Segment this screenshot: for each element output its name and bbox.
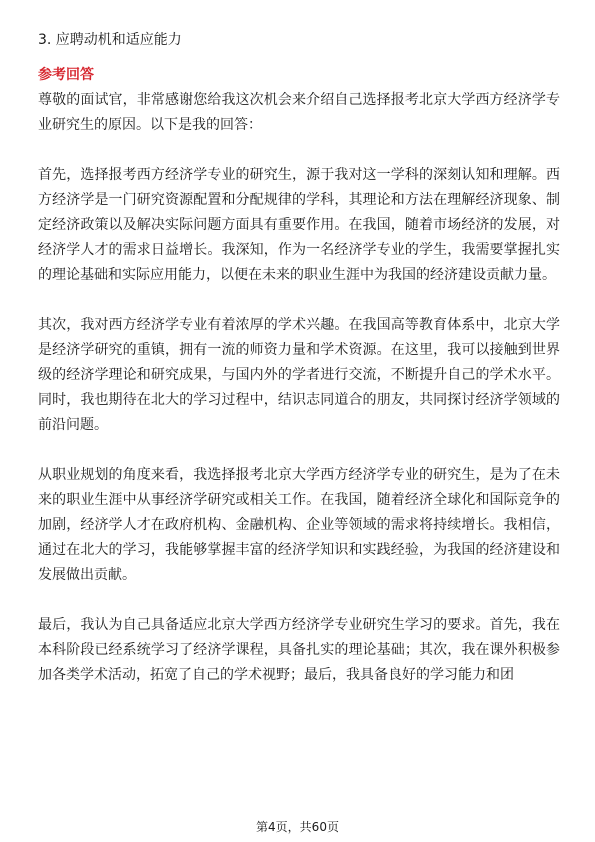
paragraph-intro: 尊敬的面试官，非常感谢您给我这次机会来介绍自己选择报考北京大学西方经济学专业研究生的原因。以下是我的回答：: [38, 92, 560, 133]
page-footer: 第4页，共60页: [256, 820, 339, 834]
paragraph-first: 首先，选择报考西方经济学专业的研究生，源于我对这一学科的深刻认知和理解。西方经济学是一门研究资源配置和分配规律的学科，其理论和方法在理解经济现象、制定经济政策以及解决实际问题方面具有重要作用。在我国，随着市场经济的发展，对经济学人才的需求日益增长。我深知，作为一名经济学专业的学生，我需要掌握扎实的理论基础和实际应用能力，以便在未来的职业生涯中为我国的经济建设贡献力量。: [38, 167, 560, 283]
section-heading: 3. 应聘动机和适应能力: [38, 32, 182, 48]
document-body: [38, 28, 560, 688]
paragraph-second: 其次，我对西方经济学专业有着浓厚的学术兴趣。在我国高等教育体系中，北京大学是经济学研究的重镇，拥有一流的师资力量和学术资源。在这里，我可以接触到世界级的经济学理论和研究成果，与国内外的学者进行交流，不断提升自己的学术水平。同时，我也期待在北大的学习过程中，结识志同道合的朋友，共同探讨经济学领域的前沿问题。: [38, 317, 560, 433]
paragraph-last: 最后，我认为自己具备适应北京大学西方经济学专业研究生学习的要求。首先，我在本科阶段已经系统学习了经济学课程，具备扎实的理论基础；其次，我在课外积极参加各类学术活动，拓宽了自己的学术视野；最后，我具备良好的学习能力和团: [38, 617, 560, 683]
answer-label: 参考回答: [38, 67, 94, 83]
paragraph-career: 从职业规划的角度来看，我选择报考北京大学西方经济学专业的研究生，是为了在未来的职业生涯中从事经济学研究或相关工作。在我国，随着经济全球化和国际竞争的加剧，经济学人才在政府机构、金融机构、企业等领域的需求将持续增长。我相信，通过在北大的学习，我能够掌握丰富的经济学知识和实践经验，为我国的经济建设和发展做出贡献。: [38, 467, 560, 583]
